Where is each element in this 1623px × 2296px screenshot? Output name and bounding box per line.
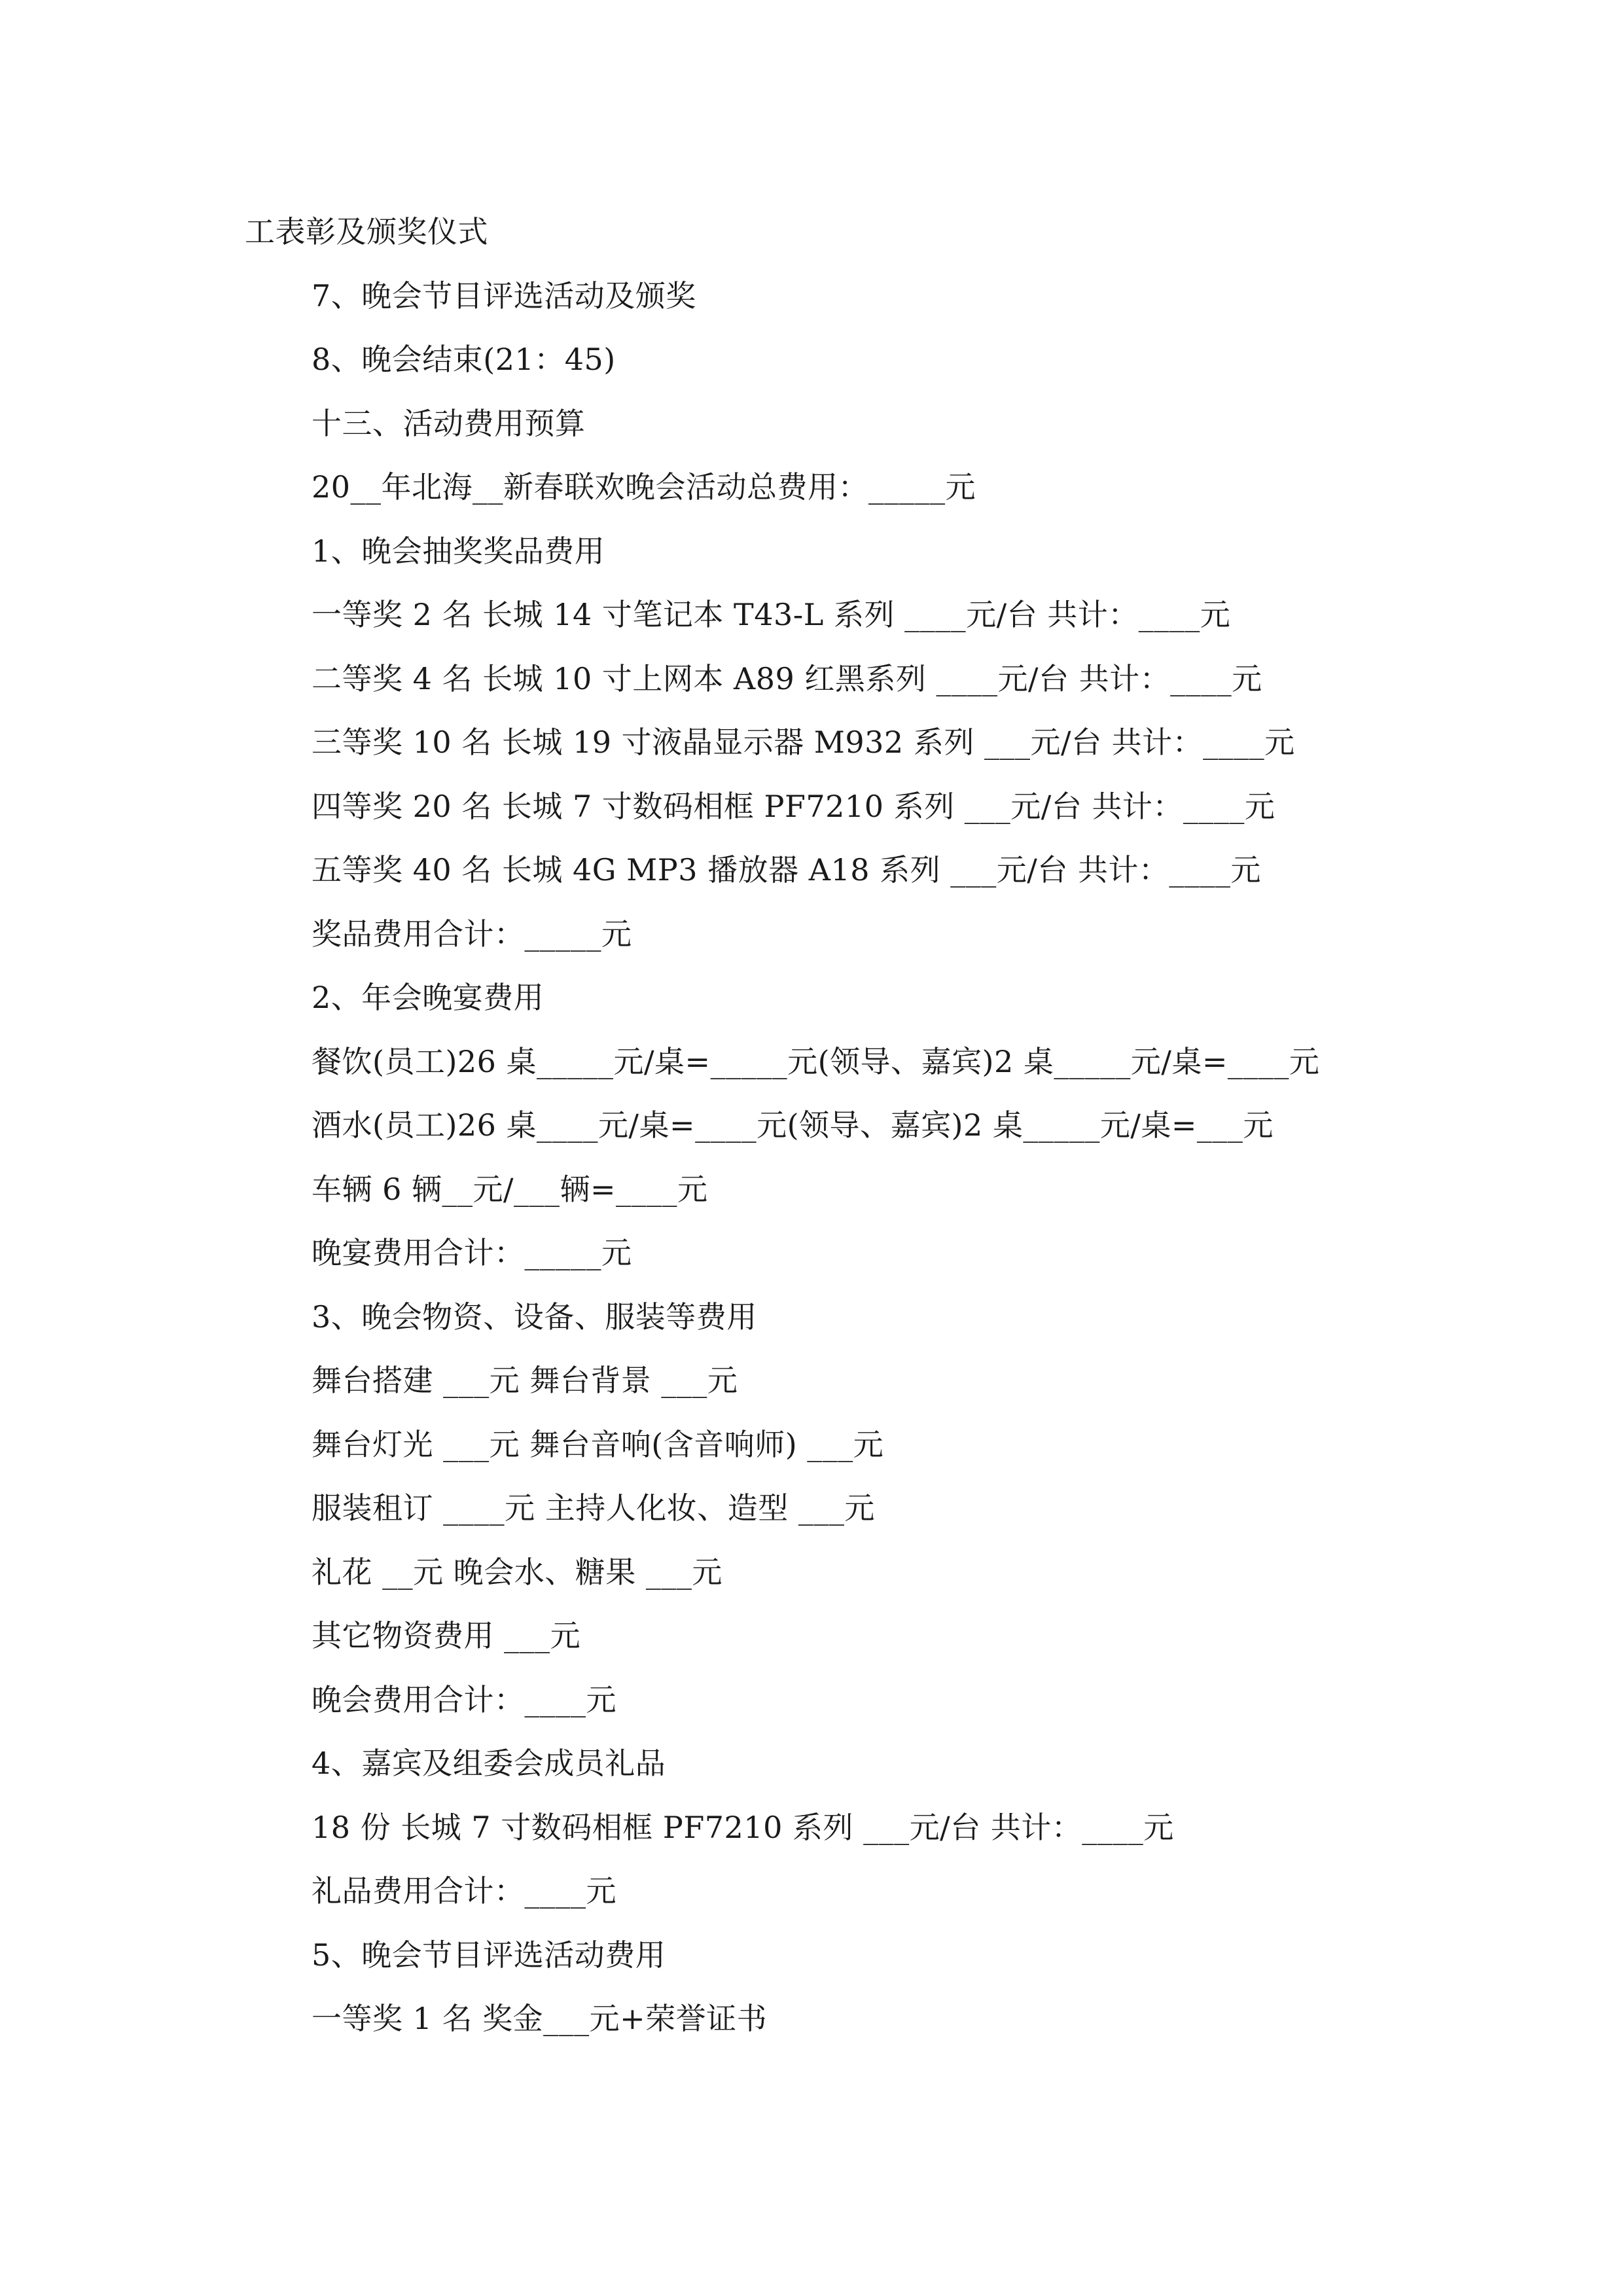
text-line: 舞台灯光 ___元 舞台音响(含音响师) ___元 xyxy=(312,1426,884,1462)
text-line: 晚宴费用合计：_____元 xyxy=(312,1235,632,1270)
text-line: 礼花 __元 晚会水、糖果 ___元 xyxy=(312,1554,722,1590)
subsection-heading: 2、年会晚宴费用 xyxy=(312,980,544,1015)
text-line: 舞台搭建 ___元 舞台背景 ___元 xyxy=(312,1363,738,1398)
text-line: 7、晚会节目评选活动及颁奖 xyxy=(312,278,696,314)
text-line: 奖品费用合计：_____元 xyxy=(312,916,632,952)
text-line: 酒水(员工)26 桌____元/桌=____元(领导、嘉宾)2 桌_____元/桌=___元 xyxy=(312,1107,1274,1143)
section-heading: 十三、活动费用预算 xyxy=(312,405,586,441)
text-line: 8、晚会结束(21：45) xyxy=(312,342,616,377)
subsection-heading: 1、晚会抽奖奖品费用 xyxy=(312,533,605,569)
text-line: 餐饮(员工)26 桌_____元/桌=_____元(领导、嘉宾)2 桌_____元/桌=____元 xyxy=(312,1043,1320,1079)
text-line: 服装租订 ____元 主持人化妆、造型 ___元 xyxy=(312,1490,875,1526)
text-line: 工表彰及颁奖仪式 xyxy=(245,214,488,249)
text-line: 礼品费用合计：____元 xyxy=(312,1873,616,1909)
text-line: 车辆 6 辆__元/___辆=____元 xyxy=(312,1171,708,1207)
text-line: 20__年北海__新春联欢晚会活动总费用：_____元 xyxy=(312,469,976,505)
subsection-heading: 5、晚会节目评选活动费用 xyxy=(312,1937,666,1973)
text-line: 其它物资费用 ___元 xyxy=(312,1618,581,1653)
text-line: 18 份 长城 7 寸数码相框 PF7210 系列 ___元/台 共计：____元 xyxy=(312,1809,1174,1845)
subsection-heading: 3、晚会物资、设备、服装等费用 xyxy=(312,1299,757,1335)
text-line: 晚会费用合计：____元 xyxy=(312,1681,616,1717)
text-line: 五等奖 40 名 长城 4G MP3 播放器 A18 系列 ___元/台 共计：____元 xyxy=(312,852,1261,888)
text-line: 三等奖 10 名 长城 19 寸液晶显示器 M932 系列 ___元/台 共计：____元 xyxy=(312,725,1295,760)
document-body xyxy=(0,200,1623,2051)
subsection-heading: 4、嘉宾及组委会成员礼品 xyxy=(312,1746,666,1781)
text-line: 一等奖 1 名 奖金___元+荣誉证书 xyxy=(312,2001,768,2036)
text-line: 四等奖 20 名 长城 7 寸数码相框 PF7210 系列 ___元/台 共计：____元 xyxy=(312,788,1275,824)
text-line: 一等奖 2 名 长城 14 寸笔记本 T43-L 系列 ____元/台 共计：____元 xyxy=(312,597,1231,632)
text-line: 二等奖 4 名 长城 10 寸上网本 A89 红黑系列 ____元/台 共计：____元 xyxy=(312,660,1262,696)
